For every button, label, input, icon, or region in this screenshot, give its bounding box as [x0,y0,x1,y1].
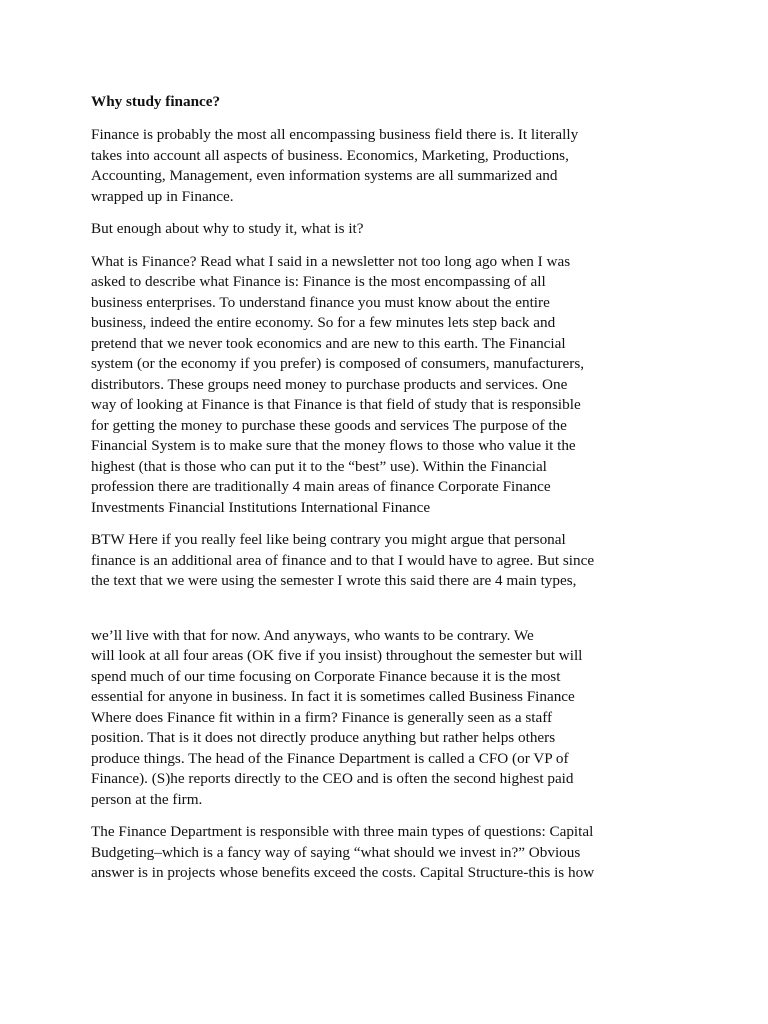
text-line: pretend that we never took economics and are new to this earth. The Financial [91,334,566,352]
paragraph-4 [91,530,671,592]
text-line: BTW Here if you really feel like being contrary you might argue that personal [91,531,566,548]
paragraph-2 [91,219,671,240]
text-line: system (or the economy if you prefer) is composed of consumers, manufacturers, [91,355,585,372]
text-line: What is Finance? Read what I said in a newsletter not too long ago when I was [91,252,571,270]
text-line: takes into account all aspects of business. Economics, Marketing, Productions, [91,146,569,164]
text-line: answer is in projects whose benefits exceed the costs. Capital Structure-this is how [91,864,595,881]
text-line: will look at all four areas (OK five if you insist) throughout the semester but will [91,647,583,664]
paragraph-3 [91,252,671,519]
text-line: person at the firm. [91,790,203,808]
text-line: we’ll live with that for now. And anyways, who wants to be contrary. We [91,626,534,644]
text-line: Financial System is to make sure that the money flows to those who value it the [91,437,576,454]
text-line: for getting the money to purchase these goods and services The purpose of the [91,416,567,434]
text-line: produce things. The head of the Finance Department is called a CFO (or VP of [91,749,569,767]
paragraph-5 [91,626,671,811]
text-line: business, indeed the entire economy. So for a few minutes lets step back and [91,314,556,331]
text-line: Accounting, Management, even information systems are all summarized and [91,167,558,184]
text-line: essential for anyone in business. In fact it is sometimes called Business Finance [91,688,575,705]
text-line: But enough about why to study it, what is it? [91,220,364,237]
text-line: Finance is probably the most all encompassing business field there is. It literally [91,126,579,143]
text-line: spend much of our time focusing on Corporate Finance because it is the most [91,667,561,685]
text-line: finance is an additional area of finance and to that I would have to agree. But since [91,551,595,569]
text-line: Investments Financial Institutions International Finance [91,498,431,516]
text-line: distributors. These groups need money to purchase products and services. One [91,375,568,393]
text-line: profession there are traditionally 4 main areas of finance Corporate Finance [91,478,551,495]
text-line: highest (that is those who can put it to the “best” use). Within the Financial [91,457,547,475]
text-line: The Finance Department is responsible with three main types of questions: Capital [91,823,594,840]
text-line: the text that we were using the semester I wrote this said there are 4 main types, [91,572,577,589]
text-line: Budgeting–which is a fancy way of saying “what should we invest in?” Obvious [91,843,581,861]
text-line: position. That is it does not directly produce anything but rather helps others [91,729,556,746]
paragraph-1 [91,125,671,207]
text-line: business enterprises. To understand finance you must know about the entire [91,293,550,311]
text-line: wrapped up in Finance. [91,187,234,205]
document-title: Why study finance? [91,93,221,110]
paragraph-6 [91,822,671,884]
document-body [91,125,728,884]
text-line: Finance). (S)he reports directly to the CEO and is often the second highest paid [91,770,574,787]
text-line: Where does Finance fit within in a firm? Finance is generally seen as a staff [91,708,553,726]
text-line: asked to describe what Finance is: Finance is the most encompassing of all [91,273,546,290]
text-line: way of looking at Finance is that Finance is that field of study that is responsible [91,396,581,413]
